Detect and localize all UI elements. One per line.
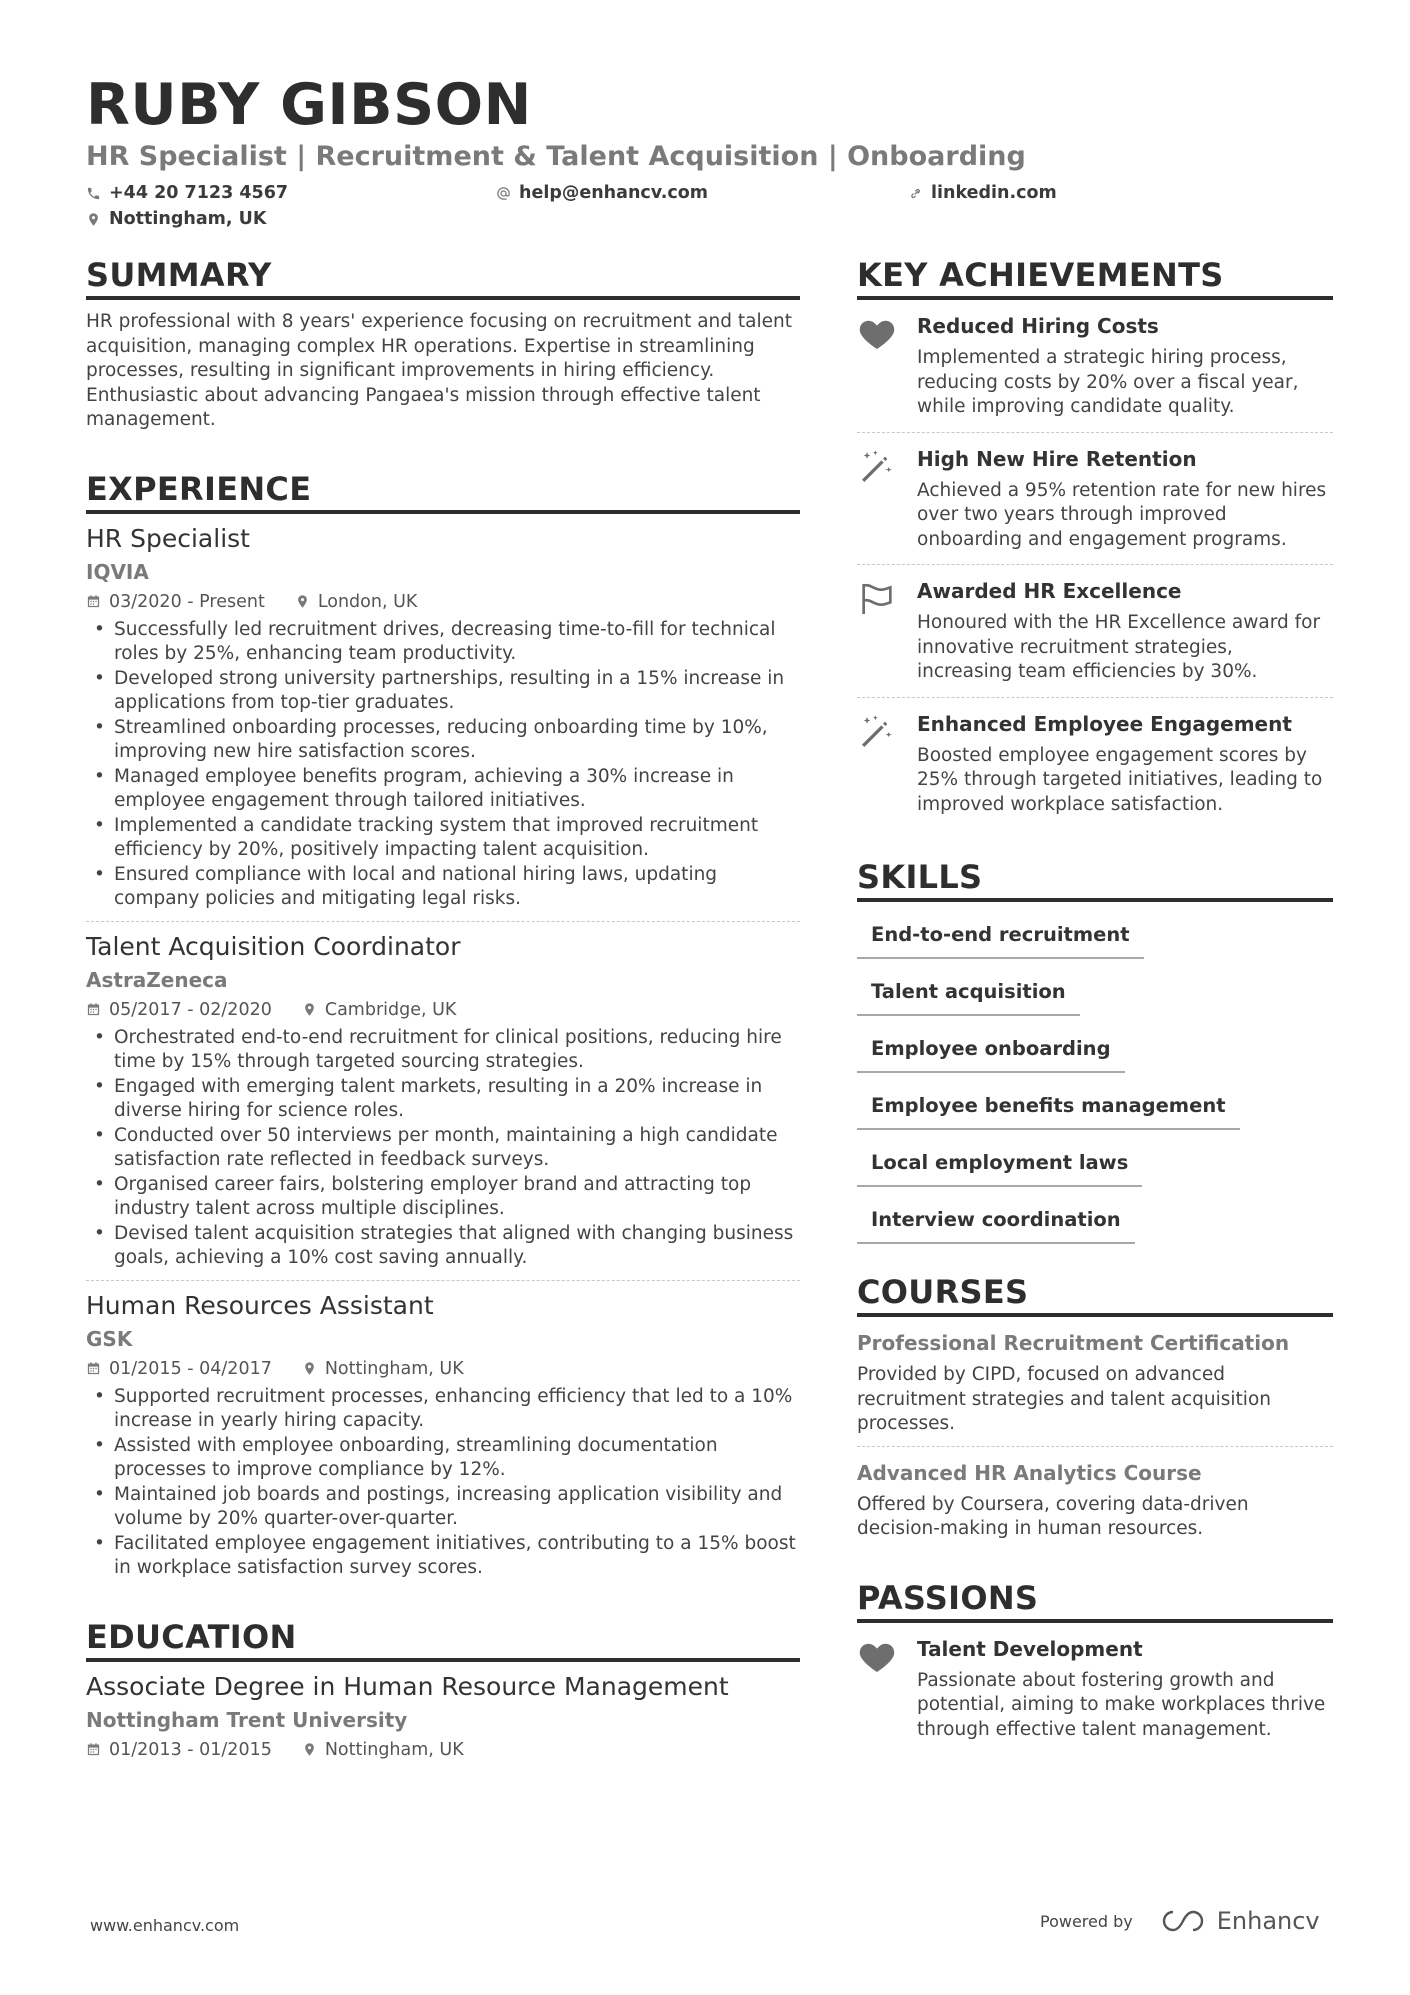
achievement-desc: Achieved a 95% retention rate for new hires over two years through improved onboarding and engagement programs. bbox=[917, 479, 1327, 550]
calendar-icon bbox=[86, 1742, 101, 1757]
summary-heading: SUMMARY bbox=[86, 255, 800, 300]
right-column bbox=[857, 255, 1333, 1754]
flag-icon bbox=[857, 579, 897, 619]
location-text: Nottingham, UK bbox=[324, 1739, 464, 1760]
bullet-item: • Implemented a candidate tracking system that improved recruitment efficiency by 20%, positively impacting talent acquisition. bbox=[86, 814, 800, 863]
calendar-icon bbox=[86, 1002, 101, 1017]
summary-text: HR professional with 8 years' experience focusing on recruitment and talent acquisition, managing complex HR operations. Expertise in streamlining processes, resulting in significant improvements in hiring efficiency. Enthusiastic about advancing Pangaea's mission through effective talent management. bbox=[86, 311, 792, 430]
brand-name: Enhancv bbox=[1216, 1907, 1320, 1935]
bullet-item: • Managed employee benefits program, achieving a 30% increase in employee engagement through tailored initiatives. bbox=[86, 765, 800, 814]
achievement-title: Reduced Hiring Costs bbox=[917, 314, 1159, 338]
job-dates bbox=[86, 1357, 272, 1381]
job-meta bbox=[86, 998, 800, 1022]
location-text: Cambridge, UK bbox=[324, 999, 457, 1020]
passion-desc: Passionate about fostering growth and potential, aiming to make workplaces thrive through effective talent management. bbox=[917, 1669, 1326, 1740]
achievement-title: High New Hire Retention bbox=[917, 446, 1197, 471]
education-meta bbox=[86, 1738, 800, 1762]
achievement-item bbox=[857, 300, 1333, 433]
contact-website[interactable] bbox=[908, 183, 1057, 203]
achievement-icon bbox=[857, 710, 917, 818]
website-text: linkedin.com bbox=[931, 183, 1057, 203]
location-pin-icon bbox=[302, 1002, 317, 1017]
job-location bbox=[302, 1357, 464, 1381]
bullet-item: • Devised talent acquisition strategies that aligned with changing business goals, achieving a 10% cost saving annually. bbox=[86, 1222, 800, 1271]
achievement-title: Enhanced Employee Engagement bbox=[917, 711, 1292, 736]
company-name: IQVIA bbox=[86, 559, 149, 584]
candidate-headline: HR Specialist | Recruitment & Talent Acquisition | Onboarding bbox=[86, 141, 1026, 172]
achievement-body bbox=[917, 710, 1333, 818]
achievement-desc: Implemented a strategic hiring process, reducing costs by 20% over a fiscal year, while improving candidate quality. bbox=[917, 347, 1299, 417]
bullet-item: • Ensured compliance with local and national hiring laws, updating company policies and mitigating legal risks. bbox=[86, 863, 800, 912]
education-dates bbox=[86, 1738, 272, 1762]
left-column bbox=[86, 255, 800, 1762]
job-title: Human Resources Assistant bbox=[86, 1290, 434, 1320]
job-entry bbox=[86, 1281, 800, 1581]
location-text: Nottingham, UK bbox=[109, 209, 267, 229]
job-location bbox=[302, 998, 457, 1022]
job-title: Talent Acquisition Coordinator bbox=[86, 931, 461, 961]
contact-row bbox=[86, 180, 1336, 206]
skills-heading: SKILLS bbox=[857, 857, 1333, 902]
job-entry bbox=[86, 922, 800, 1281]
school-name: Nottingham Trent University bbox=[86, 1707, 408, 1732]
education-heading: EDUCATION bbox=[86, 1617, 800, 1662]
courses-heading: COURSES bbox=[857, 1272, 1333, 1317]
passions-section bbox=[857, 1578, 1333, 1755]
passion-item bbox=[857, 1623, 1333, 1755]
job-bullets bbox=[86, 1385, 800, 1581]
job-location bbox=[295, 590, 418, 614]
date-range: 01/2015 - 04/2017 bbox=[109, 1358, 272, 1379]
date-range: 03/2020 - Present bbox=[109, 591, 265, 612]
achievement-icon bbox=[857, 577, 917, 685]
footer-website[interactable]: www.enhancv.com bbox=[90, 1916, 240, 1935]
job-dates bbox=[86, 590, 265, 614]
achievement-item bbox=[857, 565, 1333, 698]
company-name: AstraZeneca bbox=[86, 967, 228, 992]
passions-heading: PASSIONS bbox=[857, 1578, 1333, 1623]
bullet-item: • Supported recruitment processes, enhancing efficiency that led to a 10% increase in yearly hiring capacity. bbox=[86, 1385, 800, 1434]
job-dates bbox=[86, 998, 272, 1022]
skill-tag: Interview coordination bbox=[857, 1201, 1135, 1244]
skill-tag: Local employment laws bbox=[857, 1144, 1142, 1187]
job-meta bbox=[86, 590, 800, 614]
link-icon bbox=[908, 186, 923, 201]
achievement-title: Awarded HR Excellence bbox=[917, 579, 1182, 603]
education-location bbox=[302, 1738, 464, 1762]
course-item bbox=[857, 1317, 1333, 1447]
bullet-item: • Orchestrated end-to-end recruitment for clinical positions, reducing hire time by 15% through targeted sourcing strategies. bbox=[86, 1026, 800, 1075]
calendar-icon bbox=[86, 594, 101, 609]
course-item bbox=[857, 1447, 1333, 1542]
location-pin-icon bbox=[86, 212, 101, 227]
job-meta bbox=[86, 1357, 800, 1381]
achievement-item bbox=[857, 433, 1333, 566]
company-name: GSK bbox=[86, 1326, 133, 1351]
magic-wand-icon bbox=[857, 447, 897, 487]
bullet-item: • Conducted over 50 interviews per month, maintaining a high candidate satisfaction rate reflected in feedback surveys. bbox=[86, 1124, 800, 1173]
brand-logo[interactable] bbox=[1159, 1907, 1320, 1935]
candidate-name: RUBY GIBSON bbox=[86, 72, 532, 138]
contact-phone bbox=[86, 183, 496, 203]
heart-icon bbox=[857, 314, 897, 354]
bullet-item: • Assisted with employee onboarding, streamlining documentation processes to improve compliance by 12%. bbox=[86, 1434, 800, 1483]
powered-by-label: Powered by bbox=[1040, 1911, 1133, 1931]
course-title: Professional Recruitment Certification bbox=[857, 1331, 1290, 1355]
contact-email[interactable] bbox=[496, 183, 908, 203]
bullet-item: • Maintained job boards and postings, increasing application visibility and volume by 20% quarter-over-quarter. bbox=[86, 1483, 800, 1532]
enhancv-logo-icon bbox=[1159, 1908, 1209, 1934]
education-section bbox=[86, 1617, 800, 1762]
magic-wand-icon bbox=[857, 712, 897, 752]
date-range: 01/2013 - 01/2015 bbox=[109, 1739, 272, 1760]
bullet-item: • Streamlined onboarding processes, reducing onboarding time by 10%, improving new hire satisfaction scores. bbox=[86, 716, 800, 765]
job-title: HR Specialist bbox=[86, 523, 250, 553]
location-text: Nottingham, UK bbox=[324, 1358, 464, 1379]
achievement-body bbox=[917, 445, 1333, 553]
footer-branding bbox=[1040, 1907, 1320, 1935]
bullet-item: • Successfully led recruitment drives, decreasing time-to-fill for technical roles by 25%, enhancing team productivity. bbox=[86, 618, 800, 667]
location-pin-icon bbox=[302, 1361, 317, 1376]
phone-text: +44 20 7123 4567 bbox=[109, 183, 289, 203]
bullet-item: • Facilitated employee engagement initiatives, contributing to a 15% boost in workplace satisfaction survey scores. bbox=[86, 1532, 800, 1581]
achievement-body bbox=[917, 312, 1333, 420]
experience-heading: EXPERIENCE bbox=[86, 469, 800, 514]
contact-location bbox=[86, 209, 266, 229]
location-pin-icon bbox=[302, 1742, 317, 1757]
education-entry bbox=[86, 1662, 800, 1762]
location-text: London, UK bbox=[317, 591, 418, 612]
passion-body bbox=[917, 1635, 1333, 1743]
phone-icon bbox=[86, 186, 101, 201]
achievement-icon bbox=[857, 312, 917, 420]
achievement-item bbox=[857, 698, 1333, 830]
bullet-item: • Organised career fairs, bolstering employer brand and attracting top industry talent across multiple disciplines. bbox=[86, 1173, 800, 1222]
location-pin-icon bbox=[295, 594, 310, 609]
skill-tag: Employee benefits management bbox=[857, 1087, 1240, 1130]
summary-section bbox=[86, 255, 800, 433]
achievement-desc: Honoured with the HR Excellence award for innovative recruitment strategies, increasing team efficiencies by 30%. bbox=[917, 612, 1321, 682]
skills-list bbox=[857, 916, 1333, 1244]
heart-icon bbox=[857, 1637, 897, 1677]
skill-tag: Employee onboarding bbox=[857, 1030, 1125, 1073]
job-bullets bbox=[86, 618, 800, 912]
achievement-desc: Boosted employee engagement scores by 25% through targeted initiatives, leading to improved workplace satisfaction. bbox=[917, 744, 1323, 815]
skills-section bbox=[857, 857, 1333, 1244]
email-text: help@enhancv.com bbox=[519, 183, 709, 203]
achievement-body bbox=[917, 577, 1333, 685]
bullet-item: • Developed strong university partnerships, resulting in a 15% increase in applications from top-tier graduates. bbox=[86, 667, 800, 716]
at-icon bbox=[496, 186, 511, 201]
course-desc: Provided by CIPD, focused on advanced recruitment strategies and talent acquisition processes. bbox=[857, 1364, 1271, 1434]
passion-title: Talent Development bbox=[917, 1636, 1143, 1661]
experience-section bbox=[86, 469, 800, 1581]
achievement-icon bbox=[857, 445, 917, 553]
job-entry bbox=[86, 514, 800, 922]
resume-header bbox=[86, 72, 1336, 232]
bullet-item: • Engaged with emerging talent markets, resulting in a 20% increase in diverse hiring for science roles. bbox=[86, 1075, 800, 1124]
skill-tag: End-to-end recruitment bbox=[857, 916, 1144, 959]
calendar-icon bbox=[86, 1361, 101, 1376]
achievements-section bbox=[857, 255, 1333, 829]
achievements-heading: KEY ACHIEVEMENTS bbox=[857, 255, 1333, 300]
passion-icon bbox=[857, 1635, 917, 1743]
course-desc: Offered by Coursera, covering data-driven decision-making in human resources. bbox=[857, 1493, 1249, 1539]
job-bullets bbox=[86, 1026, 800, 1271]
contact-row-2 bbox=[86, 206, 1336, 232]
date-range: 05/2017 - 02/2020 bbox=[109, 999, 272, 1020]
courses-section bbox=[857, 1272, 1333, 1542]
degree-title: Associate Degree in Human Resource Management bbox=[86, 1671, 729, 1701]
course-title: Advanced HR Analytics Course bbox=[857, 1460, 1202, 1485]
skill-tag: Talent acquisition bbox=[857, 973, 1080, 1016]
